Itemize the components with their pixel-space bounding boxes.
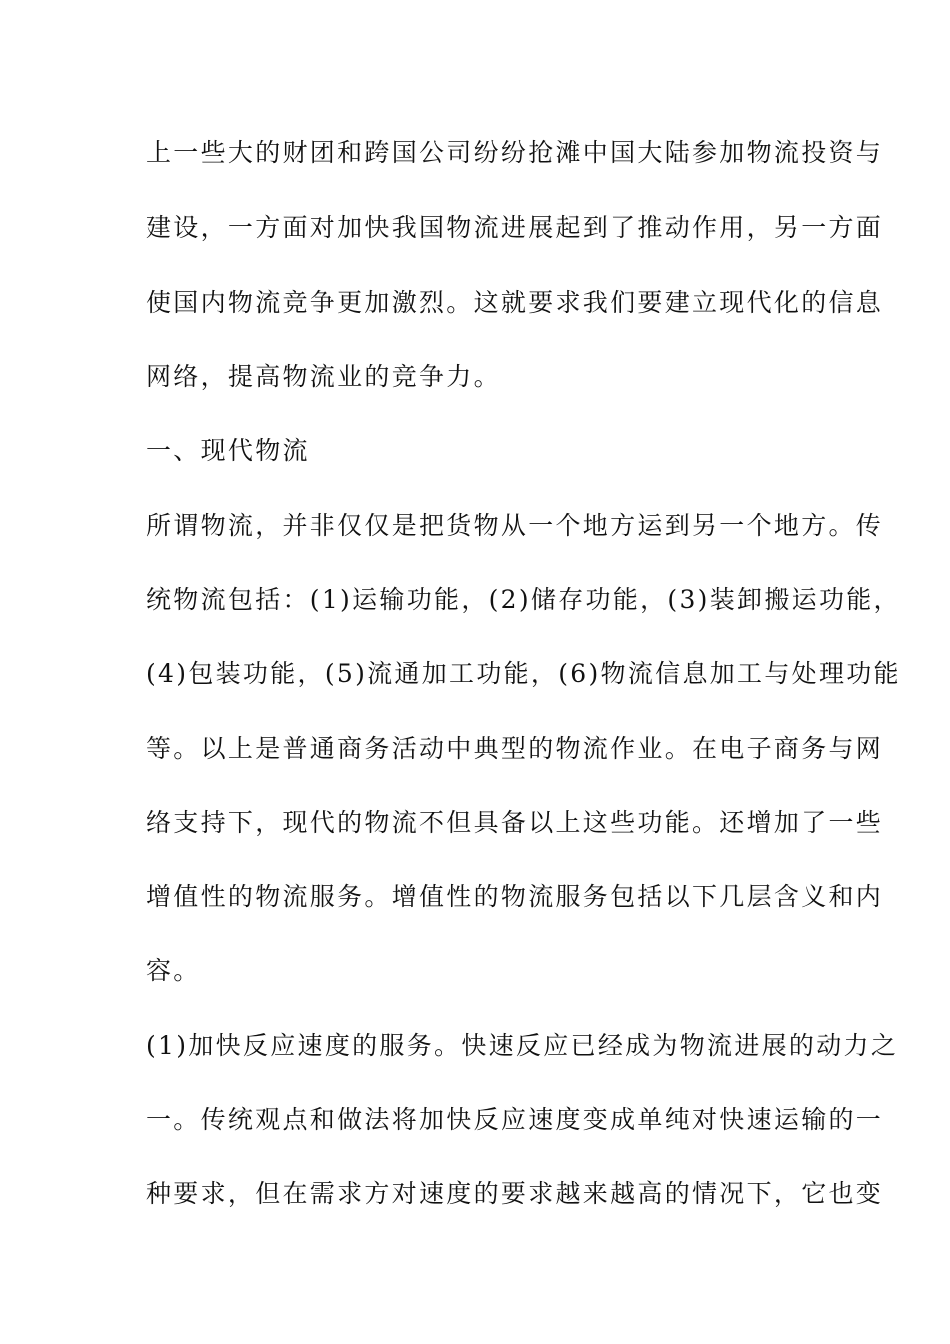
text-line-13: (1)加快反应速度的服务。快速反应已经成为物流进展的动力之 (146, 1031, 899, 1060)
text-line-15: 种要求，但在需求方对速度的要求越来越高的情况下，它也变 (146, 1179, 884, 1208)
section-heading: 一、现代物流 (146, 436, 310, 465)
text-line-12: 容。 (146, 956, 201, 985)
text-line-4: 网络，提高物流业的竞争力。 (146, 362, 501, 391)
text-line-7: 统物流包括：(1)运输功能，(2)储存功能，(3)装卸搬运功能， (146, 585, 901, 614)
text-line-10: 络支持下，现代的物流不但具备以上这些功能。还增加了一些 (146, 808, 884, 837)
text-line-3: 使国内物流竞争更加激烈。这就要求我们要建立现代化的信息 (146, 288, 884, 317)
text-line-8: (4)包装功能，(5)流通加工功能，(6)物流信息加工与处理功能 (146, 659, 901, 688)
text-line-1: 上一些大的财团和跨国公司纷纷抢滩中国大陆参加物流投资与 (146, 138, 884, 167)
text-line-14: 一。传统观点和做法将加快反应速度变成单纯对快速运输的一 (146, 1105, 884, 1134)
text-line-11: 增值性的物流服务。增值性的物流服务包括以下几层含义和内 (146, 882, 884, 911)
text-line-9: 等。以上是普通商务活动中典型的物流作业。在电子商务与网 (146, 734, 884, 763)
text-line-6: 所谓物流，并非仅仅是把货物从一个地方运到另一个地方。传 (146, 511, 884, 540)
text-line-2: 建设，一方面对加快我国物流进展起到了推动作用，另一方面 (146, 213, 884, 242)
